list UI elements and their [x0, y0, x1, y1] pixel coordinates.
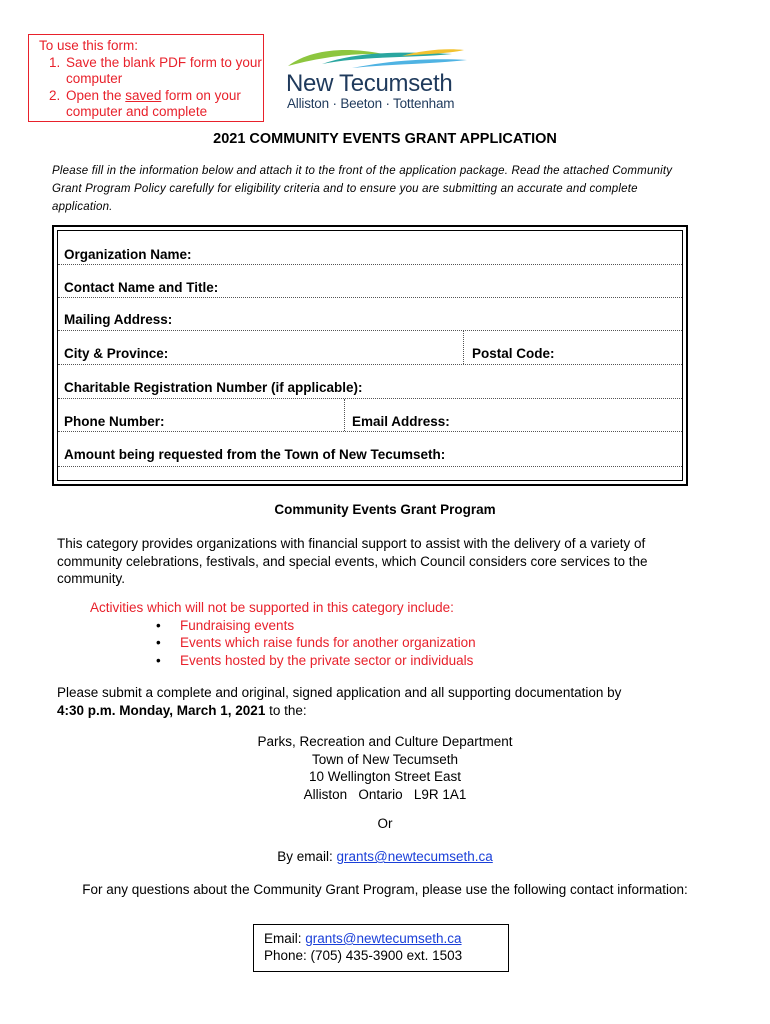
step2-saved-word: saved [125, 87, 162, 103]
activities-section [90, 599, 476, 669]
address-line-2: Town of New Tecumseth [311, 751, 459, 767]
phone-label: Phone Number: [64, 414, 165, 429]
address-line-4: Alliston Ontario L9R 1A1 [303, 786, 467, 802]
or-text: Or [377, 816, 393, 831]
contact-email-line [264, 930, 508, 947]
phone-email-divider [344, 399, 345, 431]
mailing-address [0, 733, 770, 803]
amount-row[interactable] [58, 432, 682, 467]
contact-email-prefix: Email: [264, 931, 306, 946]
activities-list [90, 617, 476, 670]
intro-text: Please fill in the information below and attach it to the front of the application package. Read the attached Community Grant Program Policy carefully for eligibility criteria and to ensure you are submitting an accurate and complete application. [52, 165, 673, 213]
activity-text: Events hosted by the private sector or individuals [180, 652, 474, 668]
program-heading: Community Events Grant Program [274, 502, 496, 517]
address-line-3: 10 Wellington Street East [308, 769, 462, 784]
city-label: City & Province: [64, 346, 169, 361]
organization-row[interactable] [58, 231, 682, 265]
submit-instructions [57, 684, 707, 719]
new-tecumseth-logo [282, 46, 472, 116]
form-title: 2021 COMMUNITY EVENTS GRANT APPLICATION [213, 131, 557, 147]
contact-box [253, 924, 509, 972]
contact-label: Contact Name and Title: [64, 280, 219, 295]
submit-deadline: 4:30 p.m. Monday, March 1, 2021 [57, 702, 266, 718]
activity-item [90, 634, 476, 652]
submit-email-link[interactable]: grants@newtecumseth.ca [336, 849, 493, 864]
questions-text: For any questions about the Community Grant Program, please use the following contact information: [82, 882, 688, 897]
contact-phone: Phone: (705) 435-3900 ext. 1503 [264, 948, 463, 963]
instructions-step-1: 1. Save the blank PDF form to your computer [64, 55, 263, 88]
activity-text: Events which raise funds for another organization [180, 635, 476, 650]
bullet-icon: • [156, 617, 161, 633]
step2-post: form on your computer and complete [66, 87, 241, 119]
contact-row[interactable] [58, 265, 682, 298]
form-inner-border [57, 230, 683, 481]
activity-text: Fundraising events [180, 617, 295, 633]
instructions-box [28, 34, 264, 122]
program-description: This category provides organizations with financial support to assist with the delivery of a variety of community celebrations, festivals, and special events, which Council considers core services to the community. [57, 536, 648, 586]
city-postal-divider [463, 331, 464, 364]
email-submit-line [0, 849, 770, 864]
submit-text: Please submit a complete and original, signed application and all supporting documentation by [57, 685, 622, 700]
instructions-step-2 [64, 88, 263, 121]
bullet-icon: • [156, 635, 161, 650]
phone-email-row[interactable] [58, 399, 682, 432]
submit-after: to the: [265, 702, 307, 718]
email-label: Email Address: [352, 414, 450, 429]
instructions-title: To use this form: [39, 38, 139, 53]
email-prefix: By email: [277, 849, 337, 864]
mailing-label: Mailing Address: [64, 312, 173, 327]
amount-label: Amount being requested from the Town of New Tecumseth: [64, 447, 446, 462]
logo-name: New Tecumseth [286, 70, 453, 97]
activity-item [90, 617, 476, 635]
city-postal-row[interactable] [58, 331, 682, 365]
logo-subtitle: Alliston · Beeton · Tottenham [287, 96, 455, 111]
address-line-1: Parks, Recreation and Culture Department [257, 734, 513, 749]
step2-pre: Open the [66, 87, 126, 103]
charitable-row[interactable] [58, 365, 682, 399]
postal-label: Postal Code: [472, 346, 555, 361]
organization-label: Organization Name: [64, 247, 192, 262]
activities-intro: Activities which will not be supported in this category include: [90, 600, 454, 615]
bullet-icon: • [156, 652, 161, 668]
activity-item [90, 652, 476, 670]
contact-email-link[interactable]: grants@newtecumseth.ca [305, 931, 462, 946]
application-form [52, 225, 688, 486]
instructions-list [37, 55, 263, 121]
mailing-row[interactable] [58, 298, 682, 331]
charitable-label: Charitable Registration Number (if applicable): [64, 380, 363, 395]
